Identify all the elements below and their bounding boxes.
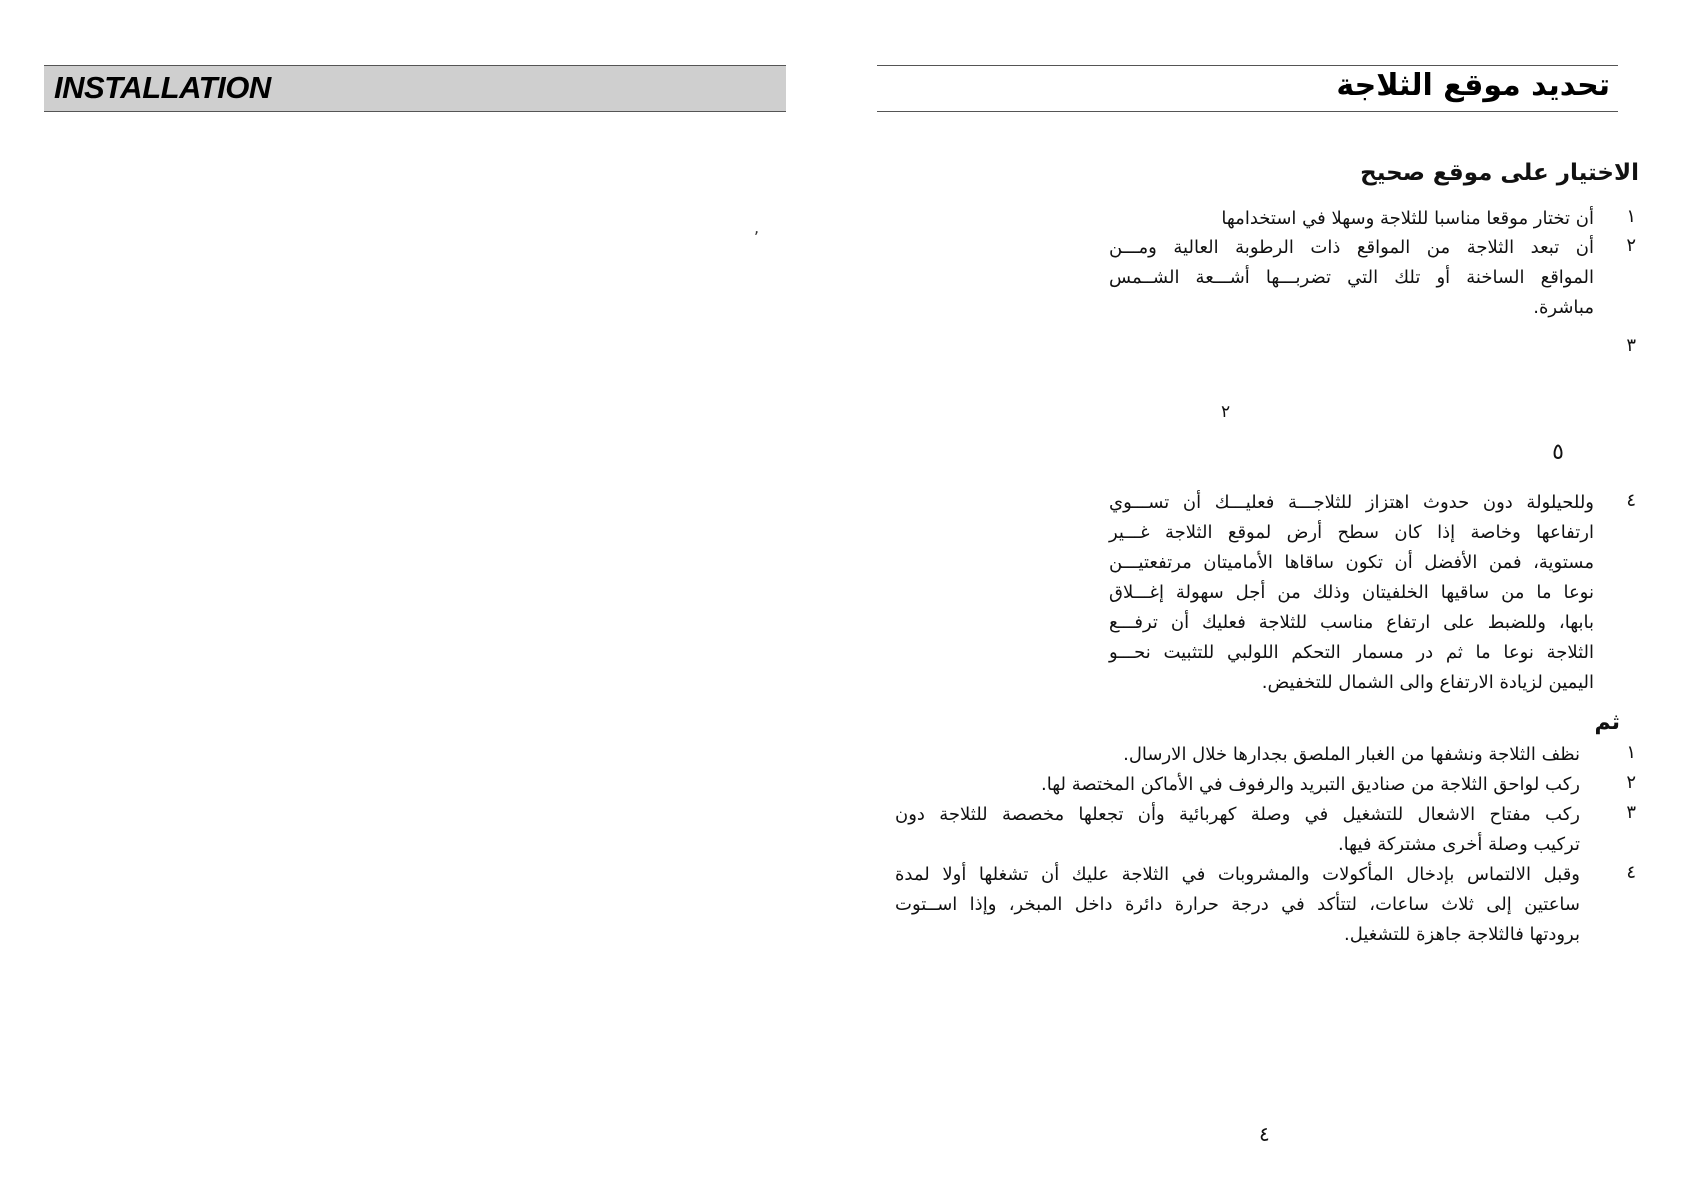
then-item-4-line-2: ساعتين إلى ثلاث ساعات، لتتأكد في درجة حرارة دائرة داخل المبخر، وإذا اســتوت <box>895 894 1580 915</box>
installation-title: INSTALLATION <box>54 70 271 105</box>
location-item-4-line-1: وللحيلولة دون حدوث اهتزاز للثلاجـــة فعليـــك أن تســـوي <box>1109 492 1594 513</box>
arabic-header-bar <box>877 65 1618 112</box>
then-item-1-number: ١ <box>1626 742 1636 763</box>
location-item-2-line-3: مباشرة. <box>1533 297 1594 318</box>
then-item-2-line-1: ركب لواحق الثلاجة من صناديق التبريد والرفوف في الأماكن المختصة لها. <box>1041 774 1580 795</box>
location-item-4-number: ٤ <box>1626 490 1636 511</box>
installation-header-bar <box>44 65 786 112</box>
then-item-1-line-1: نظف الثلاجة ونشفها من الغبار الملصق بجدارها خلال الارسال. <box>1123 744 1580 765</box>
location-item-1-number: ١ <box>1626 206 1636 227</box>
then-item-4-number: ٤ <box>1626 862 1636 883</box>
then-item-4-line-1: وقبل الالتماس بإدخال المأكولات والمشروبات في الثلاجة عليك أن تشغلها أولا لمدة <box>895 864 1580 885</box>
small-numeral-two: ٢ <box>1221 402 1231 422</box>
arabic-page-title: تحديد موقع الثلاجة <box>1336 68 1610 103</box>
then-heading: ثم <box>1594 710 1620 735</box>
location-item-4-line-4: نوعا ما من ساقيها الخلفيتان وذلك من أجل سهولة إغـــلاق <box>1109 582 1594 603</box>
location-heading: الاختيار على موقع صحيح <box>1360 160 1639 186</box>
location-item-4-line-7: اليمين لزيادة الارتفاع والى الشمال للتخفيض. <box>1261 672 1594 693</box>
location-item-4-line-6: الثلاجة نوعا ما ثم در مسمار التحكم اللولبي للتثبيت نحـــو <box>1109 642 1594 663</box>
then-item-4-line-3: برودتها فالثلاجة جاهزة للتشغيل. <box>1344 924 1580 945</box>
stray-mark: , <box>754 218 760 237</box>
location-item-4-line-5: بابها، وللضبط على ارتفاع مناسب للثلاجة فعليك أن ترفـــع <box>1109 612 1594 633</box>
location-item-4-line-3: مستوية، فمن الأفضل أن تكون ساقاها الأماميتان مرتفعتيـــن <box>1109 552 1594 573</box>
then-item-3-line-2: تركيب وصلة أخرى مشتركة فيها. <box>1337 834 1580 855</box>
then-item-2-number: ٢ <box>1626 772 1636 793</box>
location-item-2-line-2: المواقع الساخنة أو تلك التي تضربـــها أشـــعة الشــمس <box>1109 267 1594 288</box>
page-number: ٤ <box>1259 1122 1270 1146</box>
then-item-3-number: ٣ <box>1626 802 1636 823</box>
location-item-1-line-1: أن تختار موقعا مناسبا للثلاجة وسهلا في استخدامها <box>1221 208 1594 229</box>
location-item-4-line-2: ارتفاعها وخاصة إذا كان سطح أرض لموقع الثلاجة غـــير <box>1109 522 1594 543</box>
location-item-2-line-1: أن تبعد الثلاجة من المواقع ذات الرطوبة العالية ومـــن <box>1109 237 1594 258</box>
large-numeral-five: ٥ <box>1552 440 1564 465</box>
location-item-2-number: ٢ <box>1626 235 1636 256</box>
then-item-3-line-1: ركب مفتاح الاشعال للتشغيل في وصلة كهربائية وأن تجعلها مخصصة للثلاجة دون <box>895 804 1580 825</box>
location-item-3-number: ٣ <box>1626 335 1636 356</box>
